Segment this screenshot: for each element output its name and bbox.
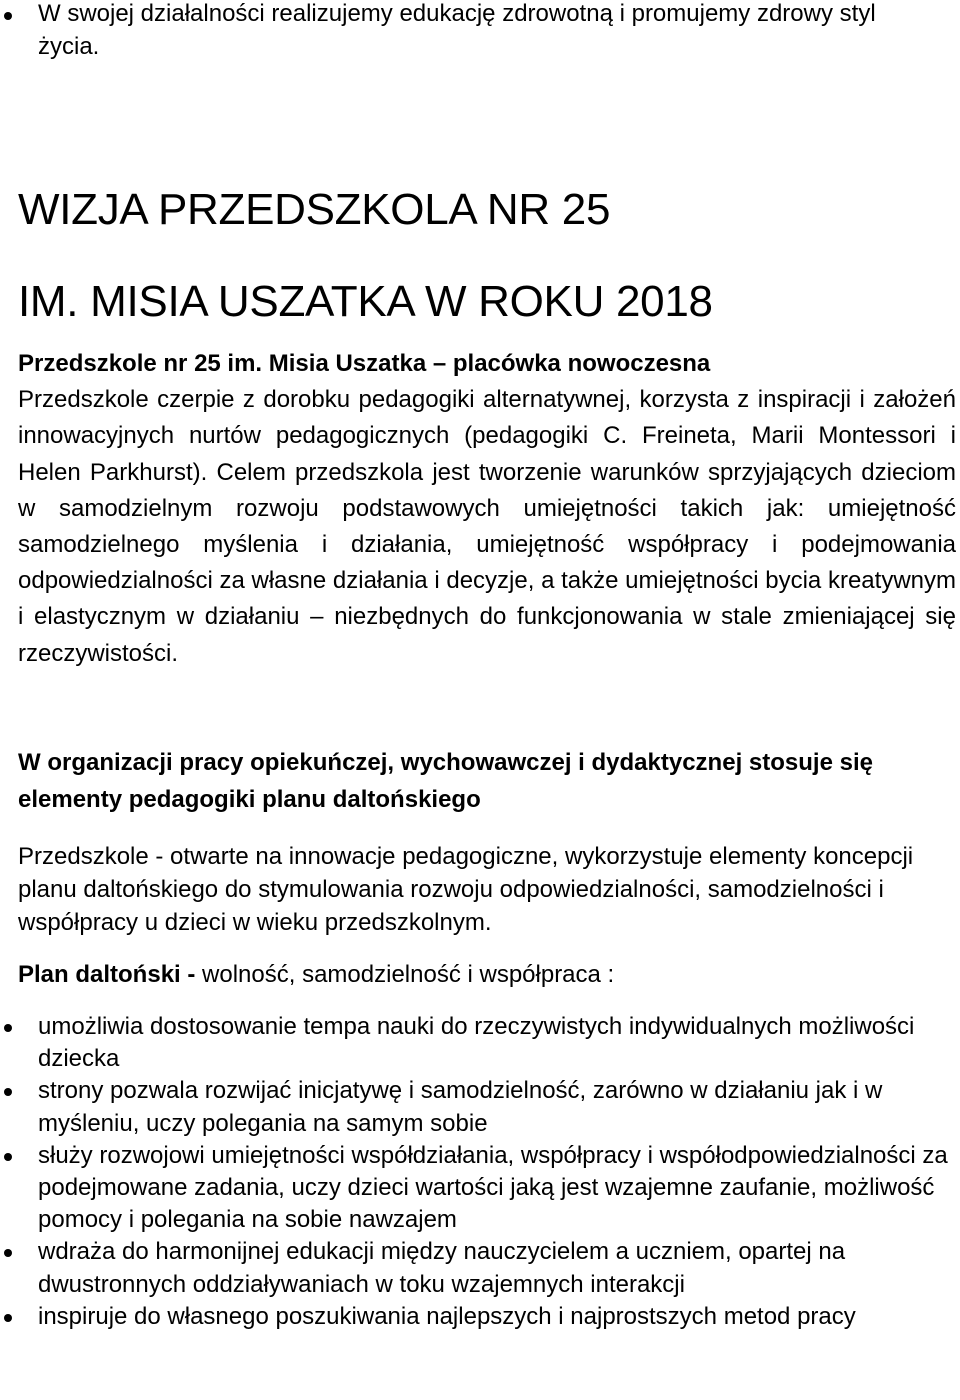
bullet-icon xyxy=(4,1249,12,1257)
list-item xyxy=(0,1011,950,1075)
top-bullet-item xyxy=(0,0,960,70)
plan-label: Plan daltoński - xyxy=(18,961,203,988)
list-item xyxy=(0,1140,950,1237)
list-item-text: służy rozwojowi umiejętności współdziałania, współpracy i współodpowiedzialności za podejmowane zadania, uczy dzieci wartości jaką jest wzajemne zaufanie, możliwość pomocy i polegania na sobie nawzajem xyxy=(38,1141,948,1234)
list-item xyxy=(0,1301,950,1333)
list-item-text: inspiruje do własnego poszukiwania najlepszych i najprostszych metod pracy xyxy=(38,1302,856,1330)
dalton-heading: W organizacji pracy opiekuńczej, wychowawczej i dydaktycznej stosuje się elementy pedagogiki planu daltońskiego xyxy=(18,749,873,813)
top-bullet-text: W swojej działalności realizujemy edukację zdrowotną i promujemy zdrowy styl życia. xyxy=(38,0,876,60)
list-item xyxy=(0,1075,950,1139)
list-item-text: umożliwia dostosowanie tempa nauki do rzeczywistych indywidualnych możliwości dziecka xyxy=(38,1013,915,1073)
intro-paragraph xyxy=(18,346,956,672)
plan-list xyxy=(0,1011,960,1333)
plan-line xyxy=(18,958,614,991)
list-item-text: strony pozwala rozwijać inicjatywę i samodzielność, zarówno w działaniu jak i w myśleniu, uczy polegania na samym sobie xyxy=(38,1077,883,1137)
vision-title-line-2: IM. MISIA USZATKA W ROKU 2018 xyxy=(18,277,713,326)
intro-lead: Przedszkole nr 25 im. Misia Uszatka – placówka nowoczesna xyxy=(18,350,711,377)
list-item xyxy=(0,1236,950,1300)
bullet-icon xyxy=(4,1024,12,1032)
list-item-text: wdraża do harmonijnej edukacji między nauczycielem a uczniem, opartej na dwustronnych oddziaływaniach w toku wzajemnych interakcji xyxy=(38,1238,846,1298)
bullet-icon xyxy=(4,1153,12,1161)
bullet-icon xyxy=(4,1314,12,1322)
vision-title-line-1: WIZJA PRZEDSZKOLA NR 25 xyxy=(18,185,611,234)
dalton-paragraph: Przedszkole - otwarte na innowacje pedagogiczne, wykorzystuje elementy koncepcji planu daltońskiego do stymulowania rozwoju odpowiedzialności, samodzielności i współpracy u dzieci w wieku przedszkolnym. xyxy=(18,843,914,936)
intro-body: Przedszkole czerpie z dorobku pedagogiki alternatywnej, korzysta z inspiracji i założeń innowacyjnych nurtów pedagogicznych (pedagogiki C. Freineta, Marii Montessori i Helen Parkhurst). Celem przedszkola jest tworzenie warunków sprzyjających dzieciom w samodzielnym rozwoju podstawowych umiejętności takich jak: umiejętność samodzielnego myślenia i działania, umiejętność współpracy i podejmowania odpowiedzialności za własne działania i decyzje, a także umiejętności bycia kreatywnym i elastycznym w działaniu – niezbędnych do funkcjonowania w stale zmieniającej się rzeczywistości. xyxy=(18,386,956,667)
plan-values: wolność, samodzielność i współpraca : xyxy=(202,961,615,988)
bullet-icon xyxy=(4,12,12,20)
vision-title xyxy=(18,164,713,348)
bullet-icon xyxy=(4,1088,12,1096)
